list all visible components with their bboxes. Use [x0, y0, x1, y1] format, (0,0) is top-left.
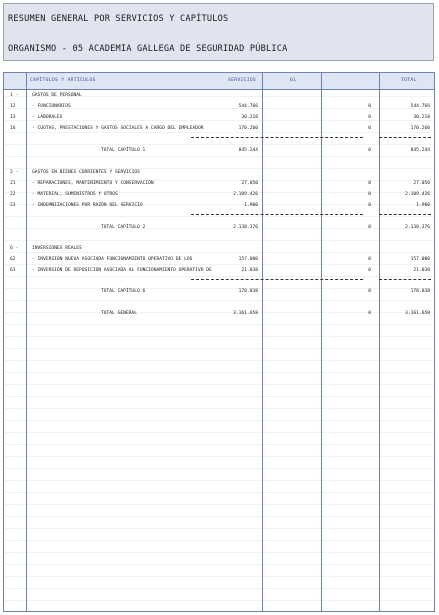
report-subtitle: ORGANISMO - 05 ACADEMIA GALLEGA DE SEGURIDAD PÚBLICA [8, 44, 288, 54]
row-61-value: 0 [368, 257, 371, 262]
row-61-value: 0 [368, 268, 371, 273]
table-row [4, 201, 434, 210]
row-servicios-value: 845.244 [238, 148, 258, 153]
row-code: 21 [10, 181, 16, 186]
table-row [4, 113, 434, 122]
row-code: 63 [10, 268, 16, 273]
row-servicios-value: 27.050 [241, 181, 258, 186]
table-row [4, 190, 434, 199]
row-code: 2 - [10, 170, 19, 175]
row-total-value: 2.109.426 [405, 192, 430, 197]
row-description: - INVERSIÓN NUEVA ASOCIADA FUNCIONAMIENTO OPERATIVO DE LOS [32, 257, 193, 262]
row-61-value: 0 [368, 311, 371, 316]
row-61-value: 0 [368, 289, 371, 294]
row-description: GASTOS DE PERSONAL [32, 93, 82, 98]
row-code: 23 [10, 203, 16, 208]
row-61-value: 0 [368, 181, 371, 186]
column-header-capitulos: CAPÍTULOS Y ARTÍCULOS [30, 78, 96, 83]
row-servicios-value: 170.260 [238, 126, 258, 131]
row-total-value: 3.161.658 [405, 311, 430, 316]
subtotal-row [4, 223, 434, 232]
row-description: - FUNCIONARIOS [32, 104, 71, 109]
row-61-value: 0 [368, 126, 371, 131]
subtotal-row [4, 287, 434, 296]
row-code: 1 - [10, 93, 19, 98]
row-description: GASTOS EN BIENES CORRIENTES Y SERVICIOS [32, 170, 140, 175]
row-servicios-value: 178.038 [238, 289, 258, 294]
table-row [4, 91, 434, 100]
row-description: - INDEMNIZACIONES POR RAZÓN DEL SERVICIO [32, 203, 143, 208]
row-total-value: 544.766 [410, 104, 430, 109]
row-code: 22 [10, 192, 16, 197]
column-header-total: TOTAL [401, 78, 417, 83]
subtotal-dashed-line [379, 214, 431, 215]
table-row [4, 244, 434, 253]
row-61-value: 0 [368, 225, 371, 230]
row-servicios-value: 30.218 [241, 115, 258, 120]
subtotal-dashed-line [191, 279, 363, 280]
row-servicios-value: 544.766 [238, 104, 258, 109]
row-description: - REPARACIONES, MANTENIMIENTO Y CONSERVACIÓN [32, 181, 154, 186]
table-row [4, 179, 434, 188]
row-servicios-value: 1.900 [244, 203, 258, 208]
row-total-value: 157.000 [410, 257, 430, 262]
subtotal-label: TOTAL CAPÍTULO 2 [101, 225, 146, 230]
subtotal-dashed-line [379, 137, 431, 138]
row-servicios-value: 2.138.376 [233, 225, 258, 230]
table-header [4, 73, 434, 90]
row-servicios-value: 2.109.426 [233, 192, 258, 197]
table-row [4, 266, 434, 275]
row-description: - INVERSIÓN DE REPOSICIÓN ASOCIADA AL FUNCIONAMIENTO OPERATIVO DE [32, 268, 212, 273]
row-servicios-value: 21.038 [241, 268, 258, 273]
row-servicios-value: 157.000 [238, 257, 258, 262]
row-description: INVERSIONES REALES [32, 246, 82, 251]
column-header-61: 61 [290, 78, 297, 83]
row-total-value: 30.218 [413, 115, 430, 120]
row-description: - LABORALES [32, 115, 63, 120]
report-header [3, 3, 434, 61]
subtotal-dashed-line [379, 279, 431, 280]
grand-total-row [4, 309, 434, 318]
table-row [4, 124, 434, 133]
row-total-value: 27.050 [413, 181, 430, 186]
table-row [4, 255, 434, 264]
row-code: 12 [10, 104, 16, 109]
subtotal-row [4, 146, 434, 155]
row-code: 13 [10, 115, 16, 120]
table-row [4, 168, 434, 177]
row-servicios-value: 3.161.658 [233, 311, 258, 316]
row-description: - MATERIAL, SUMINISTROS Y OTROS [32, 192, 118, 197]
table-row [4, 102, 434, 111]
report-title: RESUMEN GENERAL POR SERVICIOS Y CAPÍTULOS [8, 14, 229, 24]
row-61-value: 0 [368, 192, 371, 197]
row-61-value: 0 [368, 104, 371, 109]
row-total-value: 178.038 [410, 289, 430, 294]
row-total-value: 170.260 [410, 126, 430, 131]
row-total-value: 2.138.376 [405, 225, 430, 230]
row-total-value: 1.900 [416, 203, 430, 208]
summary-table [3, 72, 435, 612]
subtotal-dashed-line [191, 214, 363, 215]
row-total-value: 21.038 [413, 268, 430, 273]
subtotal-label: TOTAL CAPÍTULO 6 [101, 289, 146, 294]
row-code: 6 - [10, 246, 19, 251]
row-description: - CUOTAS, PRESTACIONES Y GASTOS SOCIALES A CARGO DEL EMPLEADOR [32, 126, 204, 131]
column-header-servicios: SERVICIOS [228, 78, 257, 83]
row-code: 62 [10, 257, 16, 262]
subtotal-label: TOTAL CAPÍTULO 1 [101, 148, 146, 153]
row-total-value: 845.244 [410, 148, 430, 153]
row-61-value: 0 [368, 203, 371, 208]
subtotal-dashed-line [191, 137, 363, 138]
row-61-value: 0 [368, 115, 371, 120]
grand-total-label: TOTAL GENERAL [101, 311, 137, 316]
row-61-value: 0 [368, 148, 371, 153]
row-code: 16 [10, 126, 16, 131]
